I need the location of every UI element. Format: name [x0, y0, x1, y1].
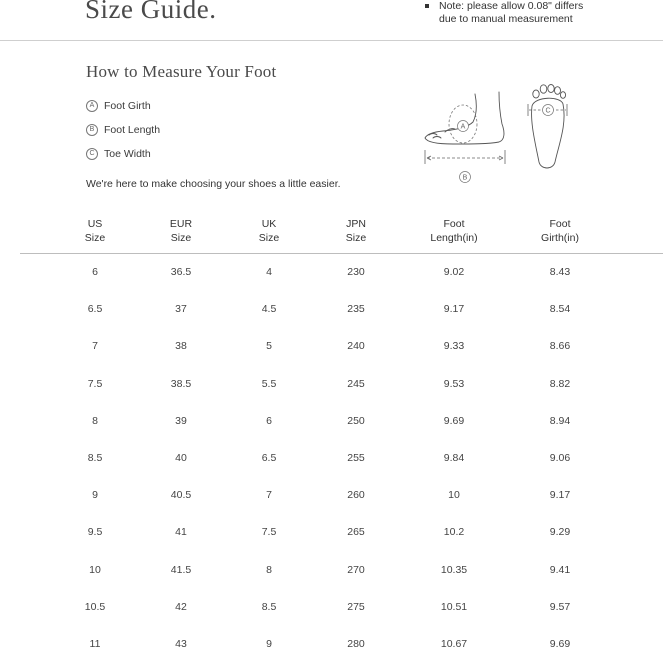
- cell-foot-girth: 8.82: [549, 377, 571, 390]
- cell-foot-length: 10.2: [443, 526, 465, 539]
- cell-uk-size: 4.5: [261, 303, 277, 316]
- cell-jpn-size: 255: [347, 451, 365, 464]
- cell-uk-size: 7: [266, 489, 272, 502]
- cell-jpn-size: 270: [347, 563, 365, 576]
- cell-foot-length: 9.53: [443, 377, 465, 390]
- cell-eur-size: 38: [175, 340, 187, 353]
- cell-us-size: 7.5: [87, 377, 103, 390]
- column-header-jpn-size: JPN Size: [345, 218, 367, 244]
- cell-foot-girth: 8.66: [549, 340, 571, 353]
- cell-jpn-size: 245: [347, 377, 365, 390]
- table-row: [0, 552, 663, 589]
- cell-us-size: 10: [89, 563, 101, 576]
- legend-item-toe-width: [86, 148, 151, 160]
- cell-us-size: 11: [89, 637, 101, 650]
- legend-item-foot-girth: [86, 100, 151, 112]
- cell-us-size: 9.5: [87, 526, 103, 539]
- letter-b-icon: B: [86, 124, 98, 136]
- marker-a-label: A: [460, 123, 466, 131]
- foot-side-view-icon: [425, 92, 504, 144]
- cell-foot-girth: 9.41: [549, 563, 571, 576]
- column-header-foot-length: Foot Length(in): [430, 218, 478, 244]
- letter-a-icon: A: [86, 100, 98, 112]
- cell-uk-size: 7.5: [261, 526, 277, 539]
- note-line-2: due to manual measurement: [439, 13, 573, 25]
- cell-us-size: 9: [92, 489, 98, 502]
- cell-uk-size: 5.5: [261, 377, 277, 390]
- note-line-1: Note: please allow 0.08" differs: [439, 0, 584, 12]
- marker-b-label: B: [462, 174, 468, 182]
- cell-uk-size: 8: [266, 563, 272, 576]
- section-title: How to Measure Your Foot: [86, 62, 277, 81]
- cell-uk-size: 4: [266, 266, 272, 278]
- table-row: [0, 403, 663, 440]
- size-table-body: [0, 254, 663, 663]
- table-row: [0, 328, 663, 365]
- legend-label: Toe Width: [104, 148, 151, 161]
- table-row: [0, 626, 663, 663]
- cell-jpn-size: 280: [347, 637, 365, 650]
- letter-c-icon: C: [86, 148, 98, 160]
- cell-jpn-size: 265: [347, 526, 365, 539]
- cell-jpn-size: 230: [347, 266, 365, 278]
- table-row: [0, 514, 663, 551]
- cell-foot-girth: 9.29: [549, 526, 571, 539]
- cell-foot-girth: 9.06: [549, 451, 571, 464]
- cell-uk-size: 9: [266, 637, 272, 650]
- cell-us-size: 8.5: [87, 451, 103, 464]
- cell-eur-size: 39: [175, 414, 187, 427]
- table-row: [0, 366, 663, 403]
- cell-foot-girth: 8.43: [549, 266, 571, 278]
- cell-foot-girth: 9.57: [549, 600, 571, 613]
- cell-foot-length: 9.17: [443, 303, 465, 316]
- column-header-uk-size: UK Size: [258, 218, 280, 244]
- cell-foot-girth: 8.54: [549, 303, 571, 316]
- cell-jpn-size: 235: [347, 303, 365, 316]
- table-header: [0, 217, 663, 251]
- cell-jpn-size: 250: [347, 414, 365, 427]
- column-header-eur-size: EUR Size: [169, 218, 193, 244]
- cell-foot-length: 9.69: [443, 414, 465, 427]
- cell-us-size: 8: [92, 414, 98, 427]
- foot-diagram: [415, 82, 585, 188]
- cell-foot-length: 9.33: [443, 340, 465, 353]
- cell-uk-size: 8.5: [261, 600, 277, 613]
- header-divider: [0, 40, 663, 41]
- cell-uk-size: 5: [266, 340, 272, 353]
- cell-foot-length: 9.84: [443, 451, 465, 464]
- length-dimension-line: [425, 150, 505, 164]
- cell-foot-length: 9.02: [443, 266, 465, 278]
- cell-jpn-size: 275: [347, 600, 365, 613]
- legend-item-foot-length: [86, 124, 160, 136]
- table-row: [0, 589, 663, 626]
- cell-eur-size: 41: [175, 526, 187, 539]
- table-row: [0, 291, 663, 328]
- cell-us-size: 6: [92, 266, 98, 278]
- foot-sole-view-icon: [532, 85, 566, 169]
- marker-c-label: C: [545, 107, 551, 115]
- cell-jpn-size: 240: [347, 340, 365, 353]
- cell-eur-size: 42: [175, 600, 187, 613]
- legend-label: Foot Girth: [104, 100, 151, 113]
- cell-foot-girth: 9.69: [549, 637, 571, 650]
- page-title: Size Guide.: [85, 0, 217, 24]
- cell-eur-size: 43: [175, 637, 187, 650]
- cell-jpn-size: 260: [347, 489, 365, 502]
- table-row: [0, 254, 663, 291]
- cell-foot-length: 10.35: [440, 563, 468, 576]
- cell-uk-size: 6.5: [261, 451, 277, 464]
- cell-eur-size: 41.5: [170, 563, 192, 576]
- column-header-us-size: US Size: [84, 218, 106, 244]
- cell-foot-girth: 8.94: [549, 414, 571, 427]
- measurement-note: [425, 0, 583, 26]
- cell-eur-size: 38.5: [170, 377, 192, 390]
- cell-us-size: 6.5: [87, 303, 103, 316]
- cell-uk-size: 6: [266, 414, 272, 427]
- cell-us-size: 7: [92, 340, 98, 353]
- column-header-foot-girth: Foot Girth(in): [541, 218, 579, 244]
- cell-us-size: 10.5: [84, 600, 106, 613]
- cell-foot-girth: 9.17: [549, 489, 571, 502]
- cell-foot-length: 10.67: [440, 637, 468, 650]
- cell-foot-length: 10.51: [440, 600, 468, 613]
- cell-eur-size: 37: [175, 303, 187, 316]
- bullet-icon: [425, 4, 429, 8]
- tagline: We're here to make choosing your shoes a little easier.: [86, 178, 341, 190]
- cell-eur-size: 36.5: [170, 266, 192, 278]
- table-row: [0, 440, 663, 477]
- cell-eur-size: 40.5: [170, 489, 192, 502]
- cell-foot-length: 10: [448, 489, 460, 502]
- table-row: [0, 477, 663, 514]
- legend-label: Foot Length: [104, 124, 161, 137]
- cell-eur-size: 40: [175, 451, 187, 464]
